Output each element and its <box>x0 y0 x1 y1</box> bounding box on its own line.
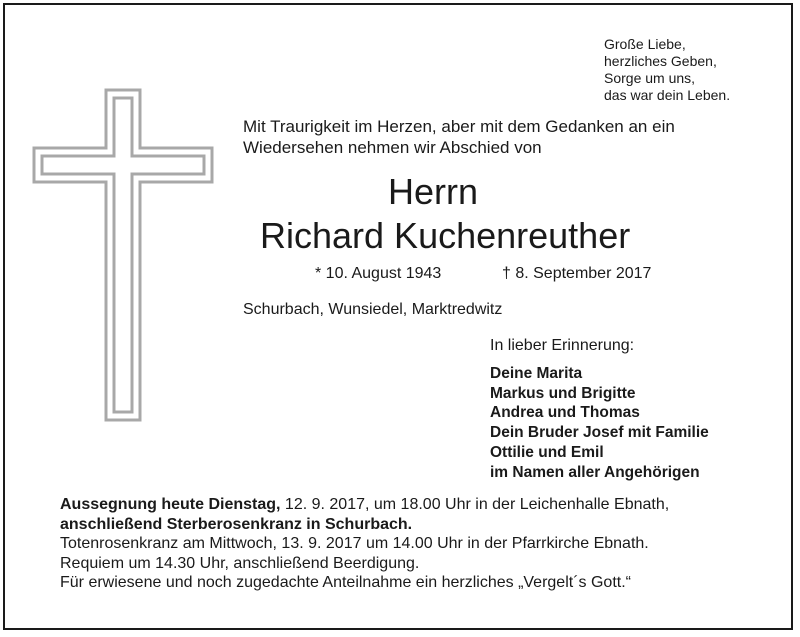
birth-date: * 10. August 1943 <box>315 265 442 282</box>
mourner: Deine Marita <box>490 365 583 382</box>
salutation: Herrn <box>388 171 479 212</box>
poem-line: das war dein Leben. <box>604 87 731 103</box>
memory-heading: In lieber Erinnerung: <box>490 337 635 354</box>
thanks-line: Für erwiesene und noch zugedachte Anteilnahme ein herzliches „Vergelt´s Gott.“ <box>60 574 631 591</box>
mourner: Andrea und Thomas <box>490 404 640 422</box>
places: Schurbach, Wunsiedel, Marktredwitz <box>243 301 503 318</box>
rosary-bold: anschließend Sterberosenkranz in Schurbach. <box>60 515 413 533</box>
intro-line: Wiedersehen nehmen wir Abschied von <box>243 138 542 157</box>
deceased-name: Richard Kuchenreuther <box>260 215 631 256</box>
cross-icon <box>30 88 216 429</box>
mourner: Ottilie und Emil <box>490 443 604 461</box>
mourner: Markus und Brigitte <box>490 384 636 402</box>
funeral-details <box>60 495 669 593</box>
poem <box>604 36 730 104</box>
intro-text <box>243 116 675 158</box>
intro-line: Mit Traurigkeit im Herzen, aber mit dem Gedanken an ein <box>243 117 675 136</box>
death-date: † 8. September 2017 <box>502 265 652 282</box>
consecration-bold: Aussegnung heute Dienstag, <box>60 496 281 513</box>
consecration-rest: 12. 9. 2017, um 18.00 Uhr in der Leichenhalle Ebnath, <box>280 496 670 513</box>
mourner: im Namen aller Angehörigen <box>490 463 700 481</box>
poem-line: Große Liebe, <box>604 36 686 52</box>
mourner: Dein Bruder Josef mit Familie <box>490 424 709 442</box>
rosary-line <box>60 515 669 535</box>
requiem-line: Requiem um 14.30 Uhr, anschließend Beerdigung. <box>60 554 420 572</box>
poem-line: herzliches Geben, <box>604 53 717 69</box>
mourners-list <box>490 364 709 482</box>
consecration-line <box>60 495 669 515</box>
poem-line: Sorge um uns, <box>604 70 696 86</box>
rosary-wednesday-line: Totenrosenkranz am Mittwoch, 13. 9. 2017 um 14.00 Uhr in der Pfarrkirche Ebnath. <box>60 535 649 552</box>
